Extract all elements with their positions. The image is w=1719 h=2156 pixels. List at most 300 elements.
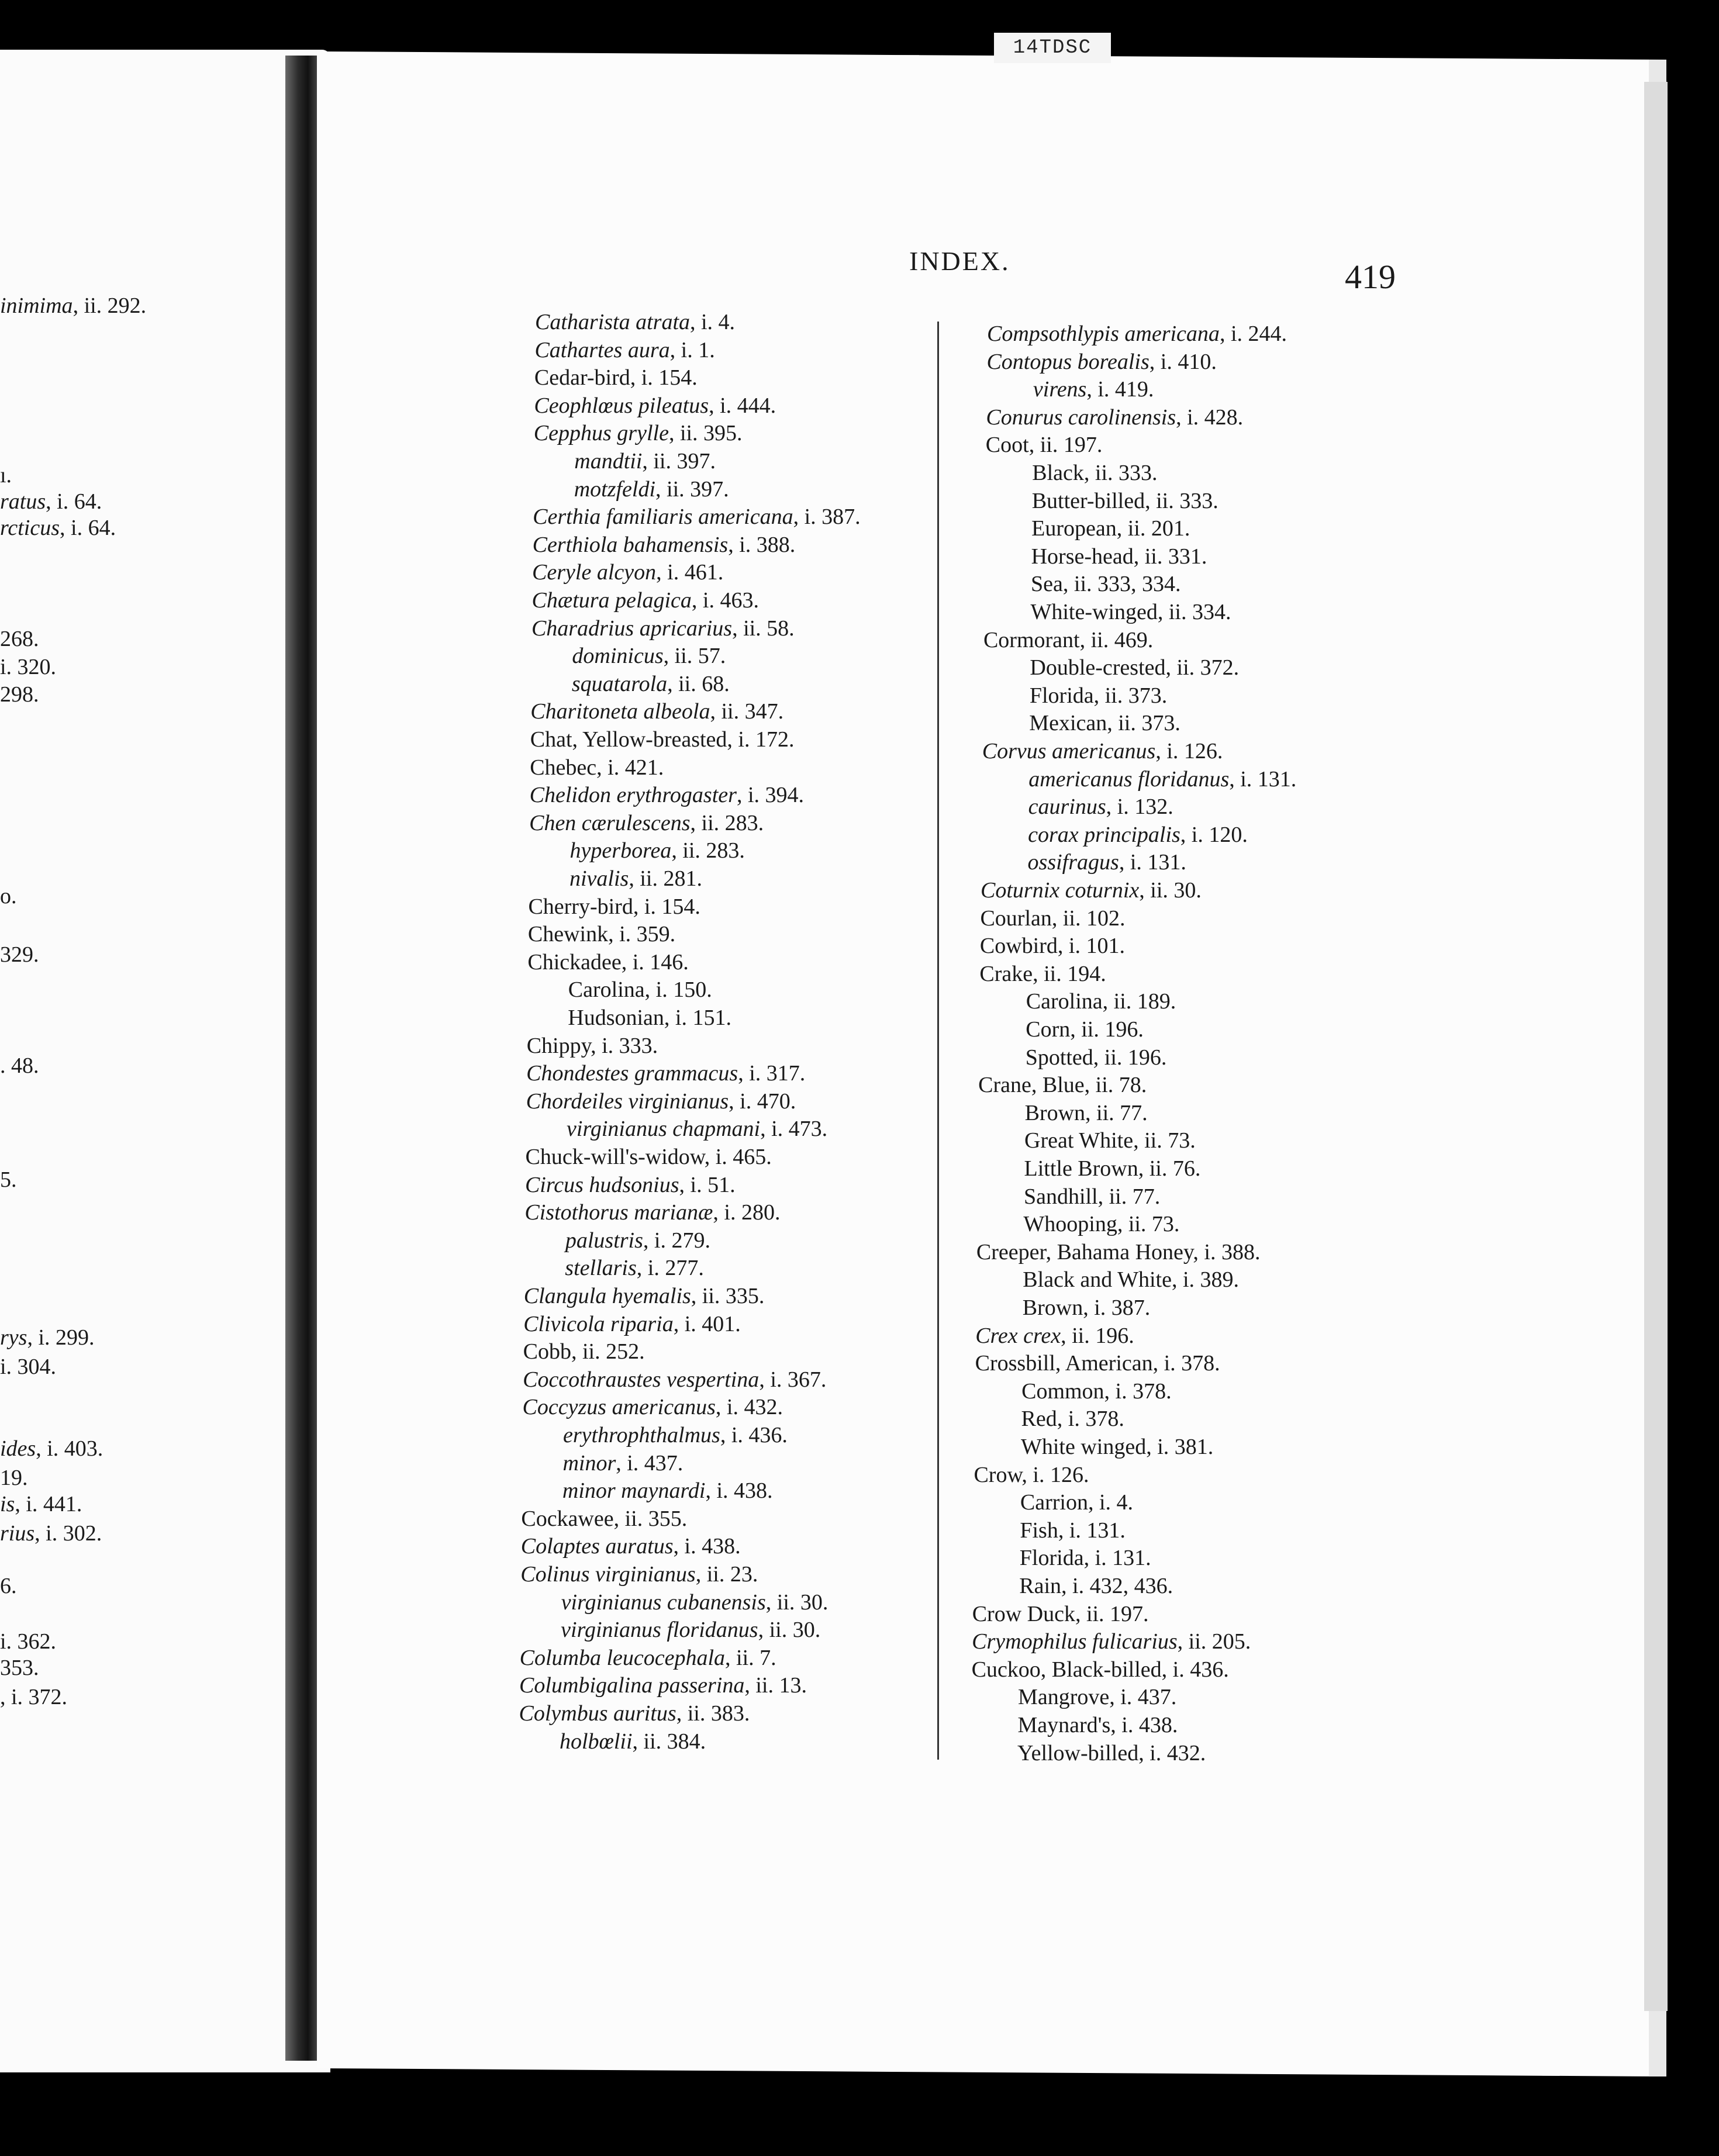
index-entry <box>535 309 735 336</box>
entry-latin-name: holbœlii <box>559 1729 633 1754</box>
entry-text: Black, ii. 333. <box>1032 461 1158 485</box>
index-entry <box>568 976 712 1003</box>
entry-latin-name: Cathartes aura <box>534 337 670 362</box>
left-page-fragment <box>0 1435 103 1462</box>
index-entry <box>572 671 730 697</box>
left-page-fragment <box>0 488 102 515</box>
left-page-fragment <box>0 1353 56 1380</box>
entry-text: White winged, i. 381. <box>1021 1435 1214 1459</box>
index-entry <box>980 905 1125 932</box>
entry-latin-name: Columba leucocephala <box>519 1645 726 1670</box>
entry-text: , i. 279. <box>643 1228 710 1253</box>
entry-latin-name: caurinus <box>1028 794 1106 820</box>
entry-text: , i. 126. <box>1155 739 1223 763</box>
index-entry <box>562 1450 683 1477</box>
page-title: INDEX. <box>909 246 1010 276</box>
page-number: 419 <box>1345 258 1396 296</box>
entry-text: Whooping, ii. 73. <box>1023 1212 1180 1237</box>
fragment-latin: is <box>0 1492 15 1516</box>
entry-latin-name: Cistothorus marianæ <box>524 1200 713 1225</box>
index-entry <box>1024 1127 1196 1154</box>
index-entry <box>561 1616 820 1643</box>
entry-text: , i. 244. <box>1219 322 1287 346</box>
entry-latin-name: virginianus chapmani <box>567 1117 761 1142</box>
entry-latin-name: Chondestes grammacus <box>526 1061 738 1086</box>
entry-text: Cuckoo, Black-billed, i. 436. <box>971 1657 1229 1682</box>
index-entry <box>1030 682 1167 709</box>
entry-text: , i. 280. <box>713 1200 781 1225</box>
index-entry <box>519 1672 807 1699</box>
index-entry <box>976 1239 1261 1266</box>
entry-text: Cedar-bird, i. 154. <box>534 365 698 391</box>
entry-text: European, ii. 201. <box>1031 516 1190 541</box>
entry-latin-name: stellaris <box>565 1256 637 1281</box>
entry-text: Cherry-bird, i. 154. <box>528 894 700 919</box>
left-page-fragment <box>0 1464 28 1491</box>
entry-text: Chat, Yellow-breasted, i. 172. <box>530 727 795 752</box>
index-entry <box>569 865 702 892</box>
index-entry <box>986 404 1243 431</box>
left-page-fragment <box>0 941 39 968</box>
index-entry <box>1023 1266 1239 1293</box>
entry-text: Brown, ii. 77. <box>1024 1100 1148 1125</box>
index-entry <box>1032 488 1219 514</box>
left-page-fragment <box>0 1324 95 1351</box>
fragment-text: 353. <box>0 1656 39 1680</box>
entry-text: Florida, i. 131. <box>1019 1546 1151 1571</box>
entry-text: , i. 277. <box>636 1256 704 1281</box>
index-entry <box>1020 1545 1151 1571</box>
entry-text: , ii. 13. <box>744 1673 807 1698</box>
index-entry <box>1017 1740 1206 1767</box>
entry-text: Cowbird, i. 101. <box>979 934 1125 959</box>
index-entry <box>1030 654 1239 681</box>
entry-text: Rain, i. 432, 436. <box>1019 1574 1173 1598</box>
left-page-fragment <box>0 1052 39 1079</box>
entry-text: Cormorant, ii. 469. <box>983 627 1154 652</box>
index-entry <box>1031 571 1180 597</box>
entry-text: White-winged, ii. 334. <box>1030 600 1231 624</box>
index-entry <box>568 1004 731 1031</box>
fragment-text: , i. 372. <box>0 1685 68 1709</box>
entry-text: Crow, i. 126. <box>974 1462 1089 1487</box>
entry-text: , ii. 397. <box>642 449 716 474</box>
left-page-fragment <box>0 1654 39 1681</box>
index-entry <box>530 698 783 725</box>
index-entry <box>986 431 1103 458</box>
index-entry <box>972 1601 1149 1628</box>
entry-text: Fish, i. 131. <box>1020 1518 1126 1543</box>
index-entry <box>560 1728 706 1755</box>
entry-text: , i. 131. <box>1119 850 1186 875</box>
entry-text: , ii. 335. <box>691 1284 765 1308</box>
fragment-text: , i. 64. <box>60 516 116 540</box>
index-entry <box>528 893 700 920</box>
entry-latin-name: Contopus borealis <box>986 349 1150 374</box>
entry-text: , ii. 196. <box>1061 1323 1134 1348</box>
entry-latin-name: corax principalis <box>1028 822 1180 847</box>
index-entry <box>530 754 664 781</box>
entry-text: Cockawee, ii. 355. <box>521 1506 688 1531</box>
index-entry <box>572 642 726 669</box>
fragment-text: , i. 299. <box>27 1325 95 1350</box>
index-entry <box>980 932 1125 959</box>
entry-text: , ii. 205. <box>1177 1629 1251 1654</box>
entry-text: Sea, ii. 333, 334. <box>1031 572 1181 597</box>
entry-text: Double-crested, ii. 372. <box>1030 655 1240 680</box>
fragment-text: , i. 403. <box>36 1436 103 1461</box>
index-entry <box>532 587 759 614</box>
book-gutter <box>285 56 317 2061</box>
entry-text: , i. 463. <box>691 588 759 613</box>
entry-text: , ii. 281. <box>629 866 702 891</box>
entry-latin-name: Corvus americanus <box>982 739 1156 763</box>
entry-latin-name: Coturnix coturnix <box>981 878 1140 903</box>
index-entry <box>533 531 796 558</box>
index-entry <box>526 1088 796 1115</box>
index-entry <box>1018 1684 1176 1711</box>
index-entry <box>531 615 795 642</box>
entry-latin-name: Charitoneta albeola <box>530 699 710 724</box>
left-page-fragment <box>0 681 39 708</box>
fragment-text: , ii. 292. <box>73 293 147 318</box>
index-entry <box>1024 1155 1201 1182</box>
fragment-text: , i. 302. <box>34 1521 102 1546</box>
index-entry <box>533 503 861 530</box>
entry-text: , i. 428. <box>1176 405 1244 430</box>
entry-latin-name: Coccyzus americanus <box>522 1395 716 1420</box>
entry-text: , i. 461. <box>656 560 724 585</box>
fragment-latin: ides <box>0 1436 36 1461</box>
entry-text: , ii. 7. <box>725 1645 776 1670</box>
index-entry <box>1031 515 1190 542</box>
entry-text: , i. 120. <box>1180 822 1248 847</box>
entry-text: Chewink, i. 359. <box>527 922 676 947</box>
index-entry <box>524 1283 765 1310</box>
fragment-text: 5. <box>0 1167 17 1192</box>
entry-text: Maynard's, i. 438. <box>1017 1713 1178 1737</box>
index-entry <box>1019 1573 1173 1599</box>
entry-latin-name: Clivicola riparia <box>523 1311 674 1336</box>
fragment-text: 329. <box>0 942 39 967</box>
entry-text: Brown, i. 387. <box>1022 1295 1151 1320</box>
index-entry <box>972 1656 1229 1683</box>
left-page-fragment <box>0 654 56 680</box>
index-entry <box>1020 1489 1133 1516</box>
entry-text: , i. 51. <box>679 1172 736 1197</box>
left-page-fragment <box>0 1166 17 1193</box>
index-entry <box>1028 821 1248 848</box>
entry-latin-name: Colinus virginianus <box>520 1562 696 1587</box>
tab-mark: 14TDSC <box>994 33 1111 63</box>
index-entry <box>532 559 723 586</box>
entry-latin-name: virginianus cubanensis <box>561 1590 766 1615</box>
index-entry <box>983 627 1153 654</box>
entry-text: , i. 131. <box>1229 766 1297 792</box>
entry-latin-name: americanus floridanus <box>1028 766 1230 792</box>
index-entry <box>1028 793 1173 820</box>
left-page-fragment <box>0 1628 56 1655</box>
entry-text: , ii. 30. <box>758 1618 821 1643</box>
index-entry <box>565 1227 710 1254</box>
index-entry <box>534 364 698 391</box>
entry-text: Florida, ii. 373. <box>1029 683 1168 708</box>
entry-text: Creeper, Bahama Honey, i. 388. <box>976 1239 1261 1264</box>
entry-latin-name: minor <box>562 1450 616 1476</box>
entry-text: , i. 470. <box>729 1089 796 1114</box>
index-entry <box>1028 849 1186 876</box>
index-entry <box>1031 543 1207 570</box>
left-page-fragment <box>0 514 116 541</box>
entry-text: Red, i. 378. <box>1021 1407 1124 1432</box>
entry-text: , i. 1. <box>669 337 715 362</box>
entry-text: , i. 132. <box>1106 794 1173 820</box>
index-entry <box>527 949 688 976</box>
entry-latin-name: Certhia familiaris americana <box>533 505 793 530</box>
fragment-text: 298. <box>0 682 39 707</box>
entry-text: , ii. 283. <box>671 838 745 863</box>
fragment-latin: rcticus <box>0 516 60 540</box>
fragment-latin: inimima <box>0 293 73 318</box>
index-entry <box>530 782 804 809</box>
index-entry <box>1028 766 1296 793</box>
index-entry <box>562 1477 773 1504</box>
index-entry <box>1032 459 1157 486</box>
fragment-latin: rys <box>0 1325 27 1350</box>
index-entry <box>1033 376 1154 403</box>
index-entry <box>1021 1378 1172 1405</box>
entry-text: , ii. 395. <box>668 421 743 446</box>
entry-text: , i. 317. <box>738 1061 806 1086</box>
entry-text: , i. 419. <box>1086 377 1154 402</box>
entry-text: , ii. 30. <box>765 1590 829 1615</box>
entry-text: Carrion, i. 4. <box>1020 1490 1134 1515</box>
index-entry <box>565 1255 704 1281</box>
index-entry <box>981 877 1202 904</box>
index-entry <box>523 1366 826 1393</box>
entry-latin-name: Crex crex <box>975 1323 1061 1348</box>
index-entry <box>574 476 729 503</box>
entry-text: , i. 367. <box>759 1367 827 1392</box>
index-entry <box>525 1172 736 1198</box>
entry-latin-name: Ceophlœus pileatus <box>534 393 709 418</box>
index-entry <box>574 448 716 475</box>
index-entry <box>1021 1405 1124 1432</box>
entry-text: Butter-billed, ii. 333. <box>1031 488 1219 513</box>
entry-latin-name: virginianus floridanus <box>561 1618 758 1643</box>
index-entry <box>521 1505 687 1532</box>
entry-latin-name: Clangula hyemalis <box>523 1284 691 1308</box>
index-entry <box>526 1060 805 1087</box>
index-entry <box>530 726 795 753</box>
entry-text: Common, i. 378. <box>1021 1378 1172 1404</box>
entry-latin-name: Chelidon erythrogaster <box>529 783 737 808</box>
index-entry <box>972 1628 1251 1655</box>
index-entry <box>982 738 1223 765</box>
entry-latin-name: Circus hudsonius <box>524 1172 679 1197</box>
entry-text: Chuck-will's-widow, i. 465. <box>525 1145 772 1169</box>
index-entry <box>523 1311 741 1338</box>
index-entry <box>519 1700 750 1727</box>
entry-latin-name: Catharista atrata <box>535 310 690 334</box>
entry-latin-name: palustris <box>565 1228 643 1253</box>
index-entry <box>534 392 776 419</box>
entry-text: , i. 438. <box>673 1534 741 1559</box>
index-entry <box>978 1072 1147 1098</box>
entry-latin-name: Compsothlypis americana <box>987 322 1220 346</box>
index-entry <box>529 810 764 837</box>
fragment-text: , i. 64. <box>46 489 102 514</box>
fragment-text: i. 320. <box>0 655 57 679</box>
index-entry <box>1029 710 1180 737</box>
entry-latin-name: Conurus carolinensis <box>986 405 1176 430</box>
entry-latin-name: mandtii <box>574 449 643 474</box>
entry-latin-name: hyperborea <box>569 838 672 863</box>
left-page <box>0 50 330 2072</box>
index-entry <box>561 1589 829 1616</box>
index-entry <box>1026 1044 1167 1071</box>
index-entry <box>1026 988 1176 1015</box>
index-entry <box>1023 1211 1179 1238</box>
entry-text: Black and White, i. 389. <box>1023 1267 1240 1293</box>
fragment-text: i. 362. <box>0 1629 57 1654</box>
fragment-text: o. <box>0 884 17 908</box>
fragment-text: ı. <box>0 463 12 488</box>
index-entry <box>1026 1016 1144 1043</box>
index-entry <box>528 921 675 948</box>
index-entry <box>570 837 745 864</box>
entry-text: Sandhill, ii. 77. <box>1023 1184 1161 1209</box>
entry-latin-name: motzfeldi <box>574 476 656 502</box>
index-entry <box>520 1561 758 1588</box>
entry-text: Chickadee, i. 146. <box>527 949 689 975</box>
fragment-latin: ratus <box>0 489 46 514</box>
index-entry <box>524 1199 780 1226</box>
entry-text: , ii. 397. <box>655 476 729 502</box>
entry-text: Horse-head, ii. 331. <box>1031 544 1207 569</box>
index-entry <box>975 1322 1134 1349</box>
entry-text: , ii. 384. <box>632 1729 706 1754</box>
entry-text: , ii. 283. <box>690 810 764 835</box>
fragment-text: 268. <box>0 627 39 651</box>
entry-text: Spotted, ii. 196. <box>1025 1045 1167 1070</box>
entry-text: , i. 394. <box>736 783 804 808</box>
fragment-text: , i. 441. <box>15 1492 82 1516</box>
entry-latin-name: Coccothraustes vespertina <box>523 1367 760 1392</box>
entry-text: Cobb, ii. 252. <box>523 1339 645 1364</box>
entry-text: , i. 410. <box>1149 349 1217 374</box>
index-entry <box>520 1644 776 1671</box>
entry-text: Chippy, i. 333. <box>526 1033 658 1058</box>
entry-latin-name: Crymophilus fulicarius <box>972 1629 1178 1654</box>
entry-text: Mangrove, i. 437. <box>1018 1685 1177 1710</box>
entry-latin-name: Chen cærulescens <box>529 810 691 835</box>
index-entry <box>526 1143 772 1170</box>
entry-text: , ii. 57. <box>663 644 726 669</box>
entry-text: , i. 388. <box>728 532 796 557</box>
entry-text: Carolina, i. 150. <box>568 977 712 1003</box>
entry-latin-name: dominicus <box>572 644 664 669</box>
index-entry <box>1025 1100 1148 1127</box>
entry-text: Great White, ii. 73. <box>1024 1128 1196 1153</box>
index-entry <box>1018 1712 1178 1739</box>
fragment-text: i. 304. <box>0 1355 57 1379</box>
entry-text: , ii. 383. <box>676 1701 750 1726</box>
entry-latin-name: Charadrius apricarius <box>531 616 733 641</box>
entry-text: , ii. 68. <box>667 671 730 696</box>
entry-text: Mexican, ii. 373. <box>1029 711 1180 736</box>
index-entry <box>986 348 1216 375</box>
index-entry <box>567 1115 827 1142</box>
entry-latin-name: Cepphus grylle <box>533 421 669 446</box>
entry-latin-name: ossifragus <box>1027 850 1119 875</box>
entry-text: Crake, ii. 194. <box>979 961 1106 986</box>
index-entry <box>527 1032 658 1059</box>
entry-latin-name: Colaptes auratus <box>520 1534 674 1559</box>
left-page-fragment <box>0 1520 102 1547</box>
entry-text: , i. 4. <box>690 310 736 334</box>
entry-text: , ii. 30. <box>1139 878 1202 903</box>
entry-text: , ii. 347. <box>710 699 784 724</box>
entry-latin-name: Ceryle alcyon <box>532 560 657 585</box>
index-entry <box>979 960 1106 987</box>
left-page-fragment <box>0 1684 67 1711</box>
entry-text: , i. 401. <box>673 1311 741 1336</box>
entry-text: , i. 432. <box>715 1395 783 1420</box>
entry-text: Courlan, ii. 102. <box>980 906 1126 931</box>
left-page-fragment <box>0 883 17 910</box>
entry-text: Hudsonian, i. 151. <box>568 1006 731 1030</box>
index-entry <box>974 1461 1089 1488</box>
column-rule <box>937 322 939 1760</box>
entry-latin-name: Colymbus auritus <box>519 1701 676 1726</box>
entry-text: , i. 473. <box>760 1117 828 1142</box>
index-entry <box>1021 1433 1213 1460</box>
entry-latin-name: nivalis <box>569 866 629 891</box>
entry-text: Little Brown, ii. 76. <box>1024 1156 1201 1181</box>
left-page-fragment <box>0 626 39 652</box>
index-entry <box>523 1338 645 1365</box>
index-entry <box>987 320 1287 347</box>
index-entry <box>1023 1294 1151 1321</box>
index-entry <box>1020 1517 1126 1544</box>
entry-text: Crow Duck, ii. 197. <box>972 1601 1149 1626</box>
left-page-fragment <box>0 292 146 319</box>
entry-text: , ii. 58. <box>732 616 795 641</box>
entry-text: Yellow-billed, i. 432. <box>1017 1740 1206 1765</box>
entry-latin-name: Chordeiles virginianus <box>526 1089 729 1114</box>
entry-text: , i. 387. <box>793 505 861 530</box>
entry-text: , i. 437. <box>616 1450 684 1476</box>
fragment-text: . 48. <box>0 1053 39 1078</box>
left-page-fragment <box>0 462 12 489</box>
page-edge <box>1644 82 1668 2011</box>
entry-text: , i. 438. <box>705 1478 773 1504</box>
index-entry <box>1024 1183 1160 1210</box>
left-page-fragment <box>0 1573 17 1599</box>
index-entry <box>523 1394 783 1421</box>
left-page-fragment <box>0 1491 82 1518</box>
entry-latin-name: Columbigalina passerina <box>519 1673 745 1698</box>
entry-text: Carolina, ii. 189. <box>1026 989 1176 1014</box>
fragment-text: 6. <box>0 1574 17 1598</box>
entry-text: Corn, ii. 196. <box>1026 1017 1144 1042</box>
entry-latin-name: Certhiola bahamensis <box>532 532 729 557</box>
entry-latin-name: virens <box>1033 377 1087 402</box>
index-entry <box>534 337 714 364</box>
index-entry <box>534 420 743 447</box>
fragment-latin: rius <box>0 1521 35 1546</box>
